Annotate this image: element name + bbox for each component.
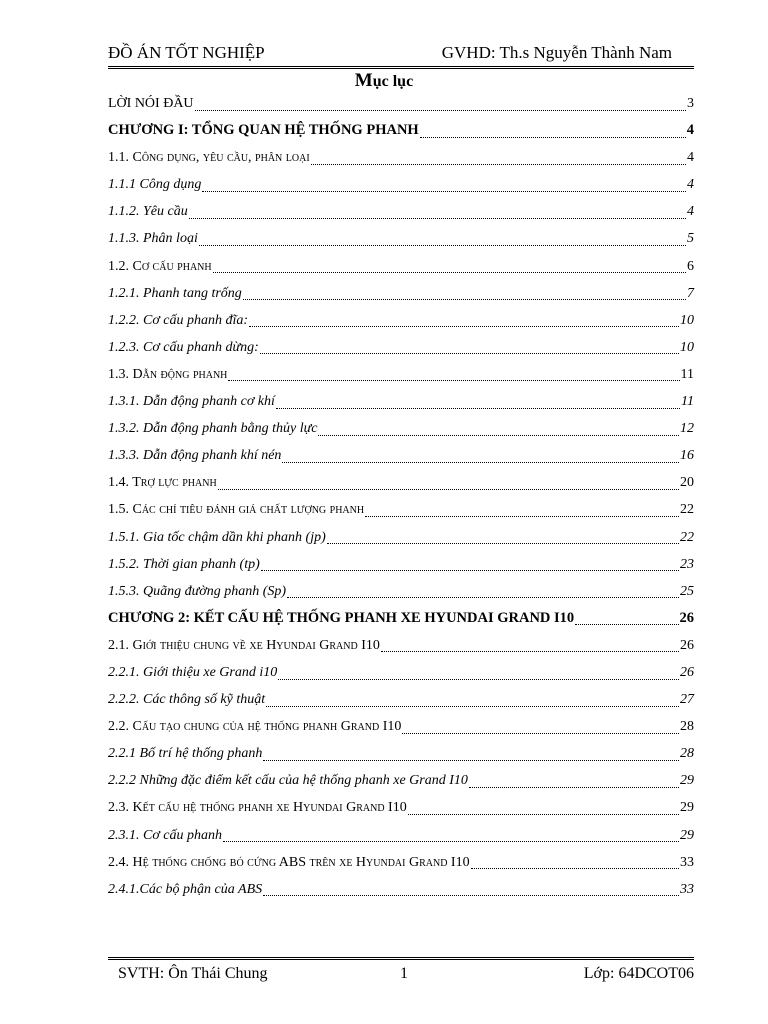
toc-entry-title: 1.1.1 Công dụng: [108, 177, 202, 193]
toc-entry-title: 1.5. Các chỉ tiêu đánh giá chất lượng phanh: [108, 502, 365, 518]
toc-entry[interactable]: [108, 551, 694, 578]
page-footer: [108, 957, 694, 986]
toc-entry-page: 23: [680, 556, 694, 572]
toc-entry[interactable]: [108, 90, 694, 117]
footer-class: Lớp: 64DCOT06: [583, 965, 694, 982]
toc-entry-page: 26: [680, 637, 694, 653]
toc-entry-page: 4: [686, 122, 694, 139]
toc-entry[interactable]: [108, 334, 694, 361]
toc-entry-page: 4: [687, 177, 694, 193]
dot-leader: [218, 488, 679, 490]
toc-entry-title: 1.2.2. Cơ cấu phanh đĩa:: [108, 312, 249, 328]
dot-leader: [261, 569, 679, 571]
toc-entry[interactable]: [108, 388, 694, 415]
toc-entry-page: 5: [687, 231, 694, 247]
dot-leader: [365, 515, 679, 517]
toc-entry-page: 33: [680, 854, 694, 870]
toc-entry-title: 1.3.1. Dẫn động phanh cơ khí: [108, 394, 275, 410]
toc-entry[interactable]: [108, 442, 694, 469]
dot-leader: [195, 109, 686, 111]
toc-entry-page: 22: [680, 502, 694, 518]
toc-entry-title: 1.5.2. Thời gian phanh (tp): [108, 556, 260, 572]
dot-leader: [278, 678, 679, 680]
toc-title-initial: M: [354, 70, 373, 91]
toc-entry-title: 1.2.3. Cơ cấu phanh dừng:: [108, 339, 259, 355]
toc-entry-page: 7: [687, 285, 694, 301]
toc-entry[interactable]: [108, 253, 694, 280]
footer-page-number: 1: [400, 965, 408, 982]
dot-leader: [263, 894, 679, 896]
toc-entry[interactable]: [108, 686, 694, 713]
toc-entry[interactable]: [108, 605, 694, 632]
toc-entry[interactable]: [108, 496, 694, 523]
dot-leader: [276, 407, 680, 409]
toc-entry-title: 1.2. Cơ cấu phanh: [108, 258, 212, 274]
header-supervisor: GVHD: Th.s Nguyễn Thành Nam: [441, 43, 672, 62]
dot-leader: [420, 136, 686, 138]
dot-leader: [223, 840, 679, 842]
toc-entry-title: 2.4.1.Các bộ phận của ABS: [108, 881, 263, 897]
toc-entry[interactable]: [108, 632, 694, 659]
toc-entry-page: 33: [680, 881, 694, 897]
toc-entry-page: 26: [679, 609, 694, 626]
toc-entry-page: 20: [680, 475, 694, 491]
toc-entry-title: 1.1.3. Phân loại: [108, 231, 198, 247]
toc-entry[interactable]: [108, 713, 694, 740]
dot-leader: [189, 217, 686, 219]
toc-entry-title: 1.5.1. Gia tốc chậm dần khi phanh (jp): [108, 529, 326, 545]
toc-entry-page: 29: [680, 773, 694, 789]
dot-leader: [202, 190, 686, 192]
toc-entry-page: 11: [680, 366, 694, 382]
toc-entry-page: 29: [680, 800, 694, 816]
toc-entry[interactable]: [108, 578, 694, 605]
toc-entry[interactable]: [108, 740, 694, 767]
toc-entry-title: 1.3. Dẫn động phanh: [108, 366, 228, 382]
toc-entry[interactable]: [108, 524, 694, 551]
dot-leader: [327, 542, 679, 544]
toc-entry-title: 1.4. Trợ lực phanh: [108, 475, 217, 491]
dot-leader: [260, 352, 679, 354]
header-project-title: ĐỒ ÁN TỐT NGHIỆP: [108, 43, 265, 62]
toc-entry[interactable]: [108, 361, 694, 388]
toc-entry-page: 28: [680, 719, 694, 735]
toc-entry-title: 1.5.3. Quãng đường phanh (Sp): [108, 583, 287, 599]
dot-leader: [318, 434, 679, 436]
toc-entry-title: 1.1.2. Yêu cầu: [108, 204, 188, 220]
toc-entry-page: 26: [680, 664, 694, 680]
dot-leader: [243, 298, 686, 300]
toc-entry-page: 11: [681, 394, 694, 410]
toc-entry-title: 1.1. Công dụng, yêu cầu, phân loại: [108, 150, 310, 166]
toc-entry-page: 10: [680, 339, 694, 355]
toc-entry-title: LỜI NÓI ĐẦU: [108, 96, 194, 111]
dot-leader: [311, 163, 686, 165]
toc-entry[interactable]: [108, 280, 694, 307]
dot-leader: [213, 271, 686, 273]
toc-entry-title: CHƯƠNG 2: KẾT CẤU HỆ THỐNG PHANH XE HYUNDAI GRAND I10: [108, 609, 575, 626]
toc-entry[interactable]: [108, 794, 694, 821]
toc-entry[interactable]: [108, 822, 694, 849]
page-header: [108, 42, 694, 69]
toc-entry-title: 2.3.1. Cơ cấu phanh: [108, 827, 223, 843]
toc-entry[interactable]: [108, 117, 694, 144]
toc-entry-page: 4: [687, 150, 694, 166]
toc-entry-page: 29: [680, 827, 694, 843]
toc-entry[interactable]: [108, 415, 694, 442]
toc-entry-title: 2.2. Cấu tạo chung của hệ thống phanh Grand I10: [108, 719, 402, 735]
toc-entry[interactable]: [108, 849, 694, 876]
footer-student: SVTH: Ôn Thái Chung: [118, 965, 268, 982]
toc-entry-title: 2.2.2. Các thông số kỹ thuật: [108, 692, 266, 708]
toc-title-rest: ục lục: [372, 73, 414, 90]
toc-entry[interactable]: [108, 469, 694, 496]
toc-entry-title: 2.4. Hệ thống chống bó cứng ABS trên xe Hyundai Grand I10: [108, 854, 470, 870]
toc-entry-page: 12: [680, 421, 694, 437]
toc-entry-title: 1.3.3. Dẫn động phanh khí nén: [108, 448, 282, 464]
dot-leader: [263, 759, 679, 761]
toc-entry[interactable]: [108, 659, 694, 686]
toc-entry-title: 2.1. Giới thiệu chung về xe Hyundai Grand I10: [108, 637, 380, 653]
toc-entry[interactable]: [108, 876, 694, 903]
dot-leader: [575, 623, 678, 625]
toc-entry-page: 22: [680, 529, 694, 545]
dot-leader: [408, 813, 679, 815]
toc-entry-page: 10: [680, 312, 694, 328]
toc-entry-page: 6: [687, 258, 694, 274]
toc-entry-title: 1.2.1. Phanh tang trống: [108, 285, 242, 301]
dot-leader: [402, 732, 679, 734]
toc-entry[interactable]: [108, 171, 694, 198]
toc-entry-page: 28: [680, 746, 694, 762]
toc-entry[interactable]: [108, 225, 694, 252]
toc-entry[interactable]: [108, 198, 694, 225]
toc-entry[interactable]: [108, 307, 694, 334]
toc-entry-title: 2.3. Kết cấu hệ thống phanh xe Hyundai Grand I10: [108, 800, 407, 816]
toc-entry-title: 2.2.2 Những đặc điểm kết cấu của hệ thống phanh xe Grand I10: [108, 773, 468, 789]
toc-entry[interactable]: [108, 144, 694, 171]
dot-leader: [199, 244, 686, 246]
toc-entry-page: 27: [680, 692, 694, 708]
dot-leader: [228, 379, 679, 381]
dot-leader: [282, 461, 679, 463]
toc-entry-page: 4: [687, 204, 694, 220]
dot-leader: [266, 705, 679, 707]
dot-leader: [469, 786, 679, 788]
toc-entry-page: 3: [687, 96, 694, 111]
table-of-contents: [108, 90, 694, 903]
toc-entry-title: 1.3.2. Dẫn động phanh bằng thủy lực: [108, 421, 318, 437]
toc-entry[interactable]: [108, 767, 694, 794]
dot-leader: [471, 867, 679, 869]
toc-entry-title: 2.2.1. Giới thiệu xe Grand i10: [108, 664, 278, 680]
toc-entry-title: CHƯƠNG I: TỔNG QUAN HỆ THỐNG PHANH: [108, 122, 419, 139]
toc-entry-page: 16: [680, 448, 694, 464]
toc-entry-title: 2.2.1 Bố trí hệ thống phanh: [108, 746, 263, 762]
dot-leader: [249, 325, 679, 327]
toc-entry-page: 25: [680, 583, 694, 599]
dot-leader: [381, 650, 679, 652]
toc-title: [0, 70, 768, 92]
dot-leader: [287, 596, 679, 598]
